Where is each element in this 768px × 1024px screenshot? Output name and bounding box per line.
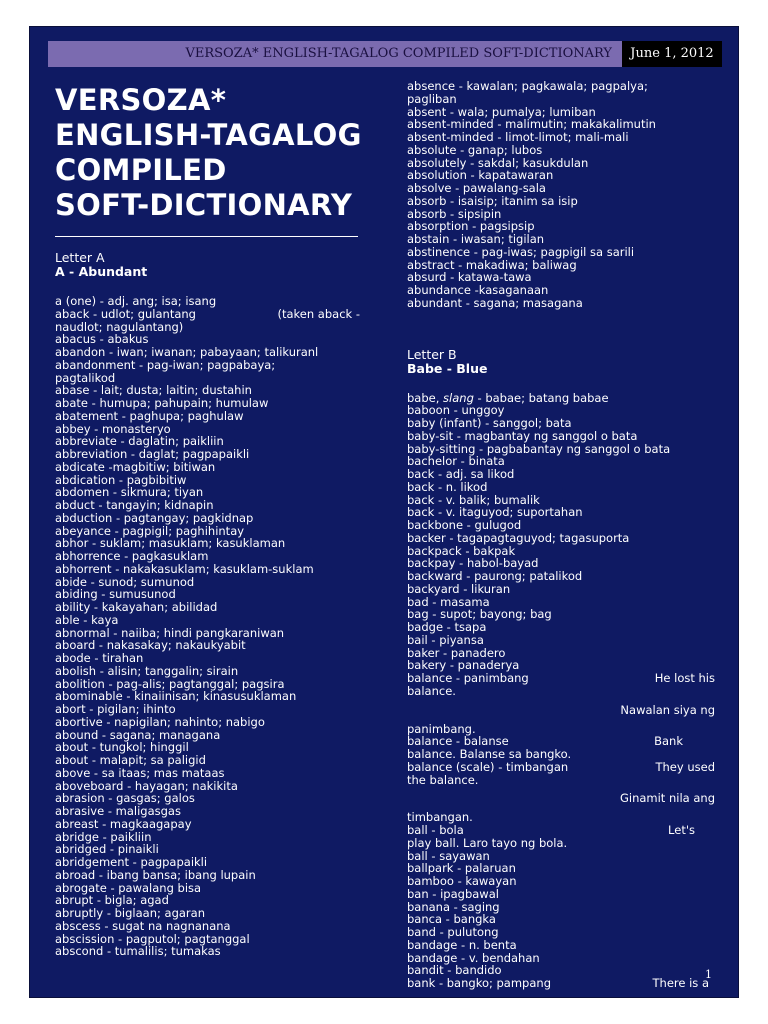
dictionary-entry: abeyance - pagpigil; paghihintay (55, 523, 245, 538)
dictionary-entry: baker - panadero (407, 645, 506, 660)
dictionary-entry: absence - kawalan; pagkawala; pagpalya; (407, 79, 648, 93)
dictionary-entry: banca - bangka (407, 912, 496, 927)
dictionary-entry: baby (infant) - sanggol; bata (407, 416, 572, 430)
dictionary-entry: backpay - habol-bayad (407, 556, 539, 571)
dictionary-entry: absolutely - sakdal; kasukdulan (407, 155, 589, 170)
title-line: ENGLISH-TAGALOG (55, 118, 362, 152)
dictionary-entry: abbreviate - daglatin; paikliin (55, 434, 224, 449)
dictionary-entry: aboveboard - hayagan; nakikita (55, 778, 238, 793)
dictionary-entry: back - n. likod (407, 479, 488, 494)
entry-list-a-cont (407, 80, 719, 310)
dictionary-entry: abide - sunod; sumunod (55, 574, 195, 589)
dictionary-entry: abridge - paikliin (55, 829, 152, 844)
dictionary-entry: baby-sitting - pagbabantay ng sanggol o bata (407, 441, 671, 456)
dictionary-entry: abase - lait; dusta; laitin; dustahin (55, 383, 252, 398)
dictionary-entry: absolve - pawalang-sala (407, 181, 546, 195)
dictionary-entry: abacus - abakus (55, 332, 149, 347)
dictionary-entry: absent - wala; pumalya; lumiban (407, 104, 596, 119)
dictionary-entry: abrupt - bigla; agad (55, 893, 169, 908)
dictionary-entry: abridgement - pagpapaikli (55, 855, 208, 869)
dictionary-entry: absent-minded - malimutin; makakalimutin (407, 117, 656, 132)
dictionary-entry: abbey - monasteryo (55, 421, 171, 436)
entry-balance: balance - balanse Bank (407, 734, 683, 749)
dictionary-entry: badge - tsapa (407, 620, 487, 634)
dictionary-entry: bachelor - binata (407, 454, 505, 469)
entry-balance: balance (scale) - timbangan They used (407, 759, 715, 774)
dictionary-entry: abort - pigilan; ihinto (55, 702, 176, 716)
left-column (55, 83, 360, 958)
dictionary-entry: absorption - pagsipsip (407, 219, 535, 234)
dictionary-entry: abandon - iwan; iwanan; pabayaan; talikuranl (55, 345, 319, 359)
title-line: SOFT-DICTIONARY (55, 188, 353, 222)
dictionary-entry: abscess - sugat na nagnanana (55, 918, 231, 933)
dictionary-entry: abstract - makadiwa; baliwag (407, 257, 577, 272)
entry-text: timbangan. (407, 810, 473, 825)
dictionary-entry: absolute - ganap; lubos (407, 142, 543, 157)
dictionary-entry: about - tungkol; hinggil (55, 740, 189, 755)
title-divider (55, 236, 358, 237)
dictionary-entry: backer - tagapagtaguyod; tagasuporta (407, 530, 630, 545)
dictionary-entry: able - kaya (55, 612, 119, 627)
dictionary-entry: abrasion - gasgas; galos (55, 791, 195, 806)
dictionary-entry: abdication - pagbibitiw (55, 472, 187, 487)
section-letter-b: Letter B (407, 346, 457, 362)
dictionary-entry: backward - paurong; patalikod (407, 569, 583, 583)
document-page (29, 26, 739, 998)
document-title (55, 83, 360, 223)
dictionary-entry: band - pulutong (407, 925, 499, 939)
entry-ball: ball - bola Let's (407, 823, 695, 837)
entry-text: balance. (407, 683, 456, 698)
dictionary-entry: absorb - sipsipin (407, 206, 502, 221)
dictionary-entry: abhorrence - pagkasuklam (55, 549, 209, 563)
dictionary-entry: abrogate - pawalang bisa (55, 880, 202, 895)
dictionary-entry: abiding - sumusunod (55, 587, 176, 602)
entry-text: Ginamit nila ang (619, 791, 715, 806)
dictionary-entry: ball - sayawan (407, 848, 490, 863)
dictionary-entry: abduction - pagtangay; pagkidnap (55, 510, 254, 525)
title-line: COMPILED (55, 153, 227, 187)
dictionary-entry: abolition - pag-alis; pagtanggal; pagsira (55, 676, 285, 691)
dictionary-entry: abrasive - maligasgas (55, 804, 181, 818)
dictionary-entry: abominable - kinaiinisan; kinasusuklaman (55, 689, 297, 704)
page-number: 1 (705, 968, 712, 981)
dictionary-entry: baboon - unggoy (407, 403, 505, 418)
dictionary-entry: abreast - magkaagapay (55, 816, 192, 831)
dictionary-entry: abbreviation - daglat; pagpapaikli (55, 447, 250, 461)
dictionary-entry: absurd - katawa-tawa (407, 270, 532, 285)
dictionary-entry: aboard - nakasakay; nakaukyabit (55, 638, 246, 653)
dictionary-entry: aback - udlot; gulantang (taken aback - (55, 306, 360, 321)
header-title: VERSOZA* ENGLISH-TAGALOG COMPILED SOFT-DICTIONARY (185, 46, 612, 61)
dictionary-entry: ability - kakayahan; abilidad (55, 600, 218, 614)
dictionary-entry: bad - masama (407, 594, 490, 609)
dictionary-entry: abstain - iwasan; tigilan (407, 232, 545, 246)
dictionary-entry: abhor - suklam; masuklam; kasuklaman (55, 536, 286, 551)
dictionary-entry: abscission - pagputol; pagtanggal (55, 931, 250, 946)
entry-text: Nawalan siya ng (620, 702, 715, 717)
dictionary-entry: abandonment - pag-iwan; pagpabaya; (55, 357, 276, 372)
dictionary-entry: abduct - tangayin; kidnapin (55, 498, 214, 512)
dictionary-entry: ban - ipagbawal (407, 886, 499, 901)
dictionary-entry: bail - piyansa (407, 632, 484, 647)
running-header (48, 41, 722, 67)
dictionary-entry: bag - supot; bayong; bag (407, 607, 552, 622)
dictionary-entry: abate - humupa; pahupain; humulaw (55, 396, 269, 410)
dictionary-entry: back - v. balik; bumalik (407, 492, 540, 507)
dictionary-entry: abdomen - sikmura; tiyan (55, 485, 204, 500)
entry-text: play ball. Laro tayo ng bola. (407, 835, 568, 850)
dictionary-entry: abundant - sagana; masagana (407, 295, 583, 310)
right-column (407, 80, 719, 990)
entry-text: the balance. (407, 772, 479, 787)
dictionary-entry: above - sa itaas; mas mataas (55, 765, 225, 780)
header-date: June 1, 2012 (622, 41, 722, 67)
dictionary-entry: bandage - n. benta (407, 937, 517, 952)
dictionary-entry: abundance -kasaganaan (407, 283, 549, 297)
title-line: VERSOZA* (55, 83, 227, 117)
dictionary-entry: bandage - v. bendahan (407, 950, 540, 965)
dictionary-entry: abolish - alisin; tanggalin; sirain (55, 663, 239, 678)
dictionary-entry: pagtalikod (55, 370, 116, 385)
dictionary-entry: abode - tirahan (55, 651, 144, 665)
entry-balance: balance - panimbang He lost his (407, 671, 715, 685)
section-letter-a: Letter A (55, 250, 105, 265)
dictionary-entry: abatement - paghupa; paghulaw (55, 408, 244, 423)
dictionary-entry: backyard - likuran (407, 581, 511, 596)
entry-list-a (55, 295, 360, 958)
dictionary-entry: about - malapit; sa paligid (55, 753, 206, 767)
dictionary-entry: ballpark - palaruan (407, 861, 516, 876)
dictionary-entry: abound - sagana; managana (55, 727, 221, 742)
entry-babe: babe, slang - babae; batang babae (407, 390, 609, 405)
dictionary-entry: abortive - napigilan; nahinto; nabigo (55, 714, 265, 729)
dictionary-entry: abstinence - pag-iwas; pagpigil sa sarili (407, 244, 635, 259)
dictionary-entry: naudlot; nagulantang) (55, 319, 184, 334)
dictionary-entry: abridged - pinaikli (55, 842, 159, 857)
section-range-a: A - Abundant (55, 264, 148, 279)
dictionary-entry: absolution - kapatawaran (407, 168, 554, 183)
dictionary-entry: abscond - tumalilis; tumakas (55, 944, 221, 959)
entry-bank: bank - bangko; pampang There is a (407, 976, 709, 990)
dictionary-entry: abdicate -magbitiw; bitiwan (55, 459, 216, 474)
dictionary-entry: abruptly - biglaan; agaran (55, 906, 205, 920)
entry-text: balance. Balanse sa bangko. (407, 747, 572, 761)
dictionary-entry: abnormal - naiiba; hindi pangkaraniwan (55, 625, 285, 640)
dictionary-entry: back - adj. sa likod (407, 467, 515, 481)
section-range-b: Babe - Blue (407, 360, 488, 376)
dictionary-entry: bakery - panaderya (407, 658, 520, 673)
dictionary-entry: banana - saging (407, 899, 500, 914)
dictionary-entry: abroad - ibang bansa; ibang lupain (55, 867, 256, 882)
dictionary-entry: bandit - bandido (407, 963, 502, 978)
entry-text: panimbang. (407, 721, 476, 736)
dictionary-entry: backpack - bakpak (407, 543, 516, 558)
dictionary-entry: back - v. itaguyod; suportahan (407, 505, 583, 520)
dictionary-entry: absorb - isaisip; itanim sa isip (407, 193, 578, 208)
dictionary-entry: pagliban (407, 91, 457, 106)
dictionary-entry: abhorrent - nakakasuklam; kasuklam-suklam (55, 561, 314, 576)
entry-list-b (407, 392, 719, 990)
dictionary-entry: baby-sit - magbantay ng sanggol o bata (407, 428, 638, 443)
dictionary-entry: bamboo - kawayan (407, 874, 517, 888)
dictionary-entry: backbone - gulugod (407, 518, 522, 532)
dictionary-entry: a (one) - adj. ang; isa; isang (55, 294, 217, 308)
dictionary-entry: absent-minded - limot-limot; mali-mali (407, 130, 629, 144)
